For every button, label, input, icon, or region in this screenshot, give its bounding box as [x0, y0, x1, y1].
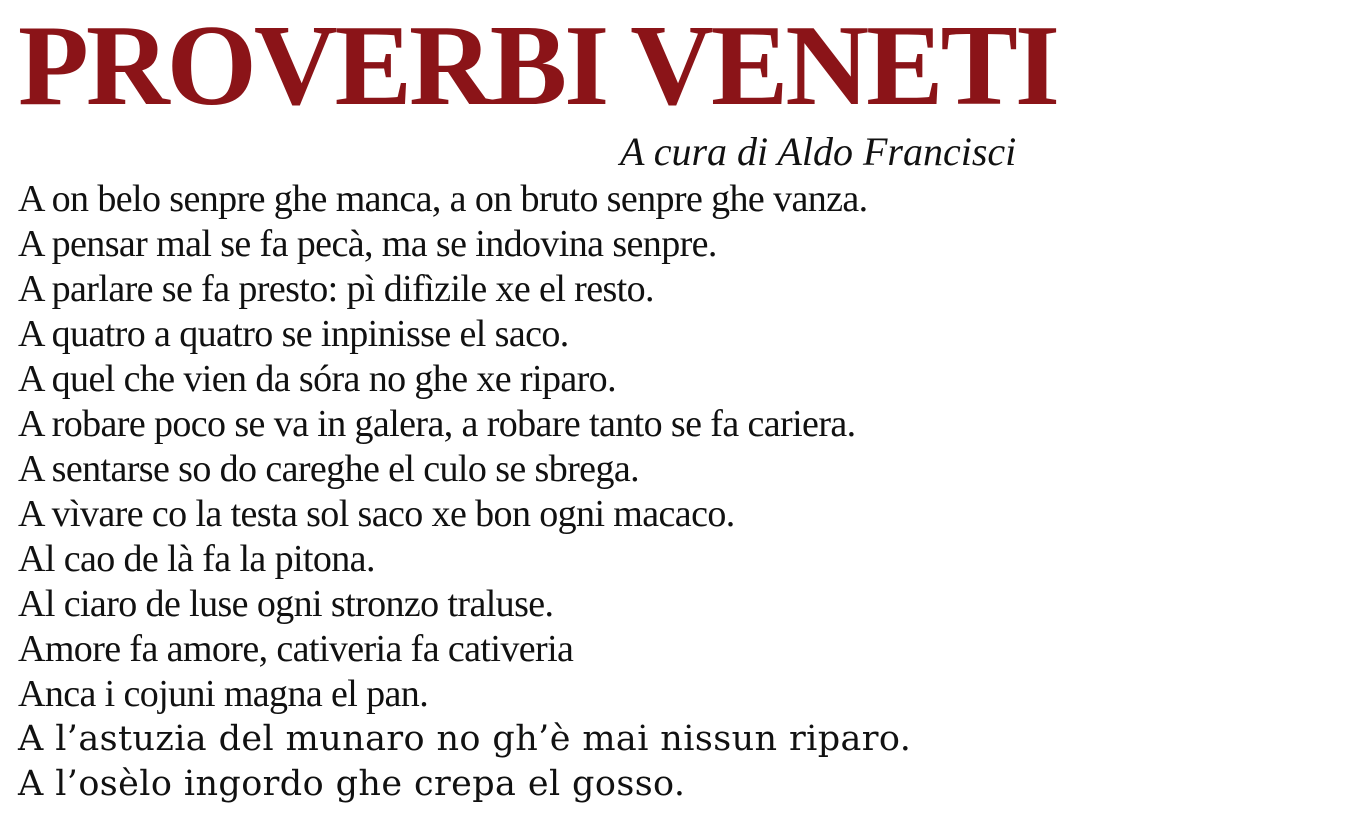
proverb-line: A robare poco se va in galera, a robare tanto se fa cariera. — [18, 403, 856, 445]
proverb-line: A quatro a quatro se inpinisse el saco. — [18, 313, 569, 355]
proverb-line: A pensar mal se fa pecà, ma se indovina senpre. — [18, 223, 717, 265]
proverb-line: Amore fa amore, cativeria fa cativeria — [18, 628, 574, 670]
proverb-line: Al cao de là fa la pitona. — [18, 538, 375, 580]
proverb-line: A on belo senpre ghe manca, a on bruto senpre ghe vanza. — [18, 178, 868, 220]
proverb-line: A l’astuzia del munaro no gh’è mai nissun riparo. — [18, 719, 912, 759]
proverb-line: Al ciaro de luse ogni stronzo traluse. — [18, 583, 554, 625]
page-subtitle: A cura di Aldo Francisci — [620, 129, 1017, 174]
proverb-line: A vìvare co la testa sol saco xe bon ogni macaco. — [18, 493, 735, 535]
proverb-list — [18, 177, 911, 807]
proverb-line: A quel che vien da sóra no ghe xe riparo. — [18, 358, 616, 400]
proverb-line: Anca i cojuni magna el pan. — [18, 673, 429, 715]
proverb-line: A parlare se fa presto: pì difìzile xe el resto. — [18, 268, 654, 310]
proverb-line: A l’osèlo ingordo ghe crepa el gosso. — [18, 764, 686, 804]
page-title: PROVERBI VENETI — [18, 2, 1057, 130]
proverb-line: A sentarse so do careghe el culo se sbrega. — [18, 448, 640, 490]
